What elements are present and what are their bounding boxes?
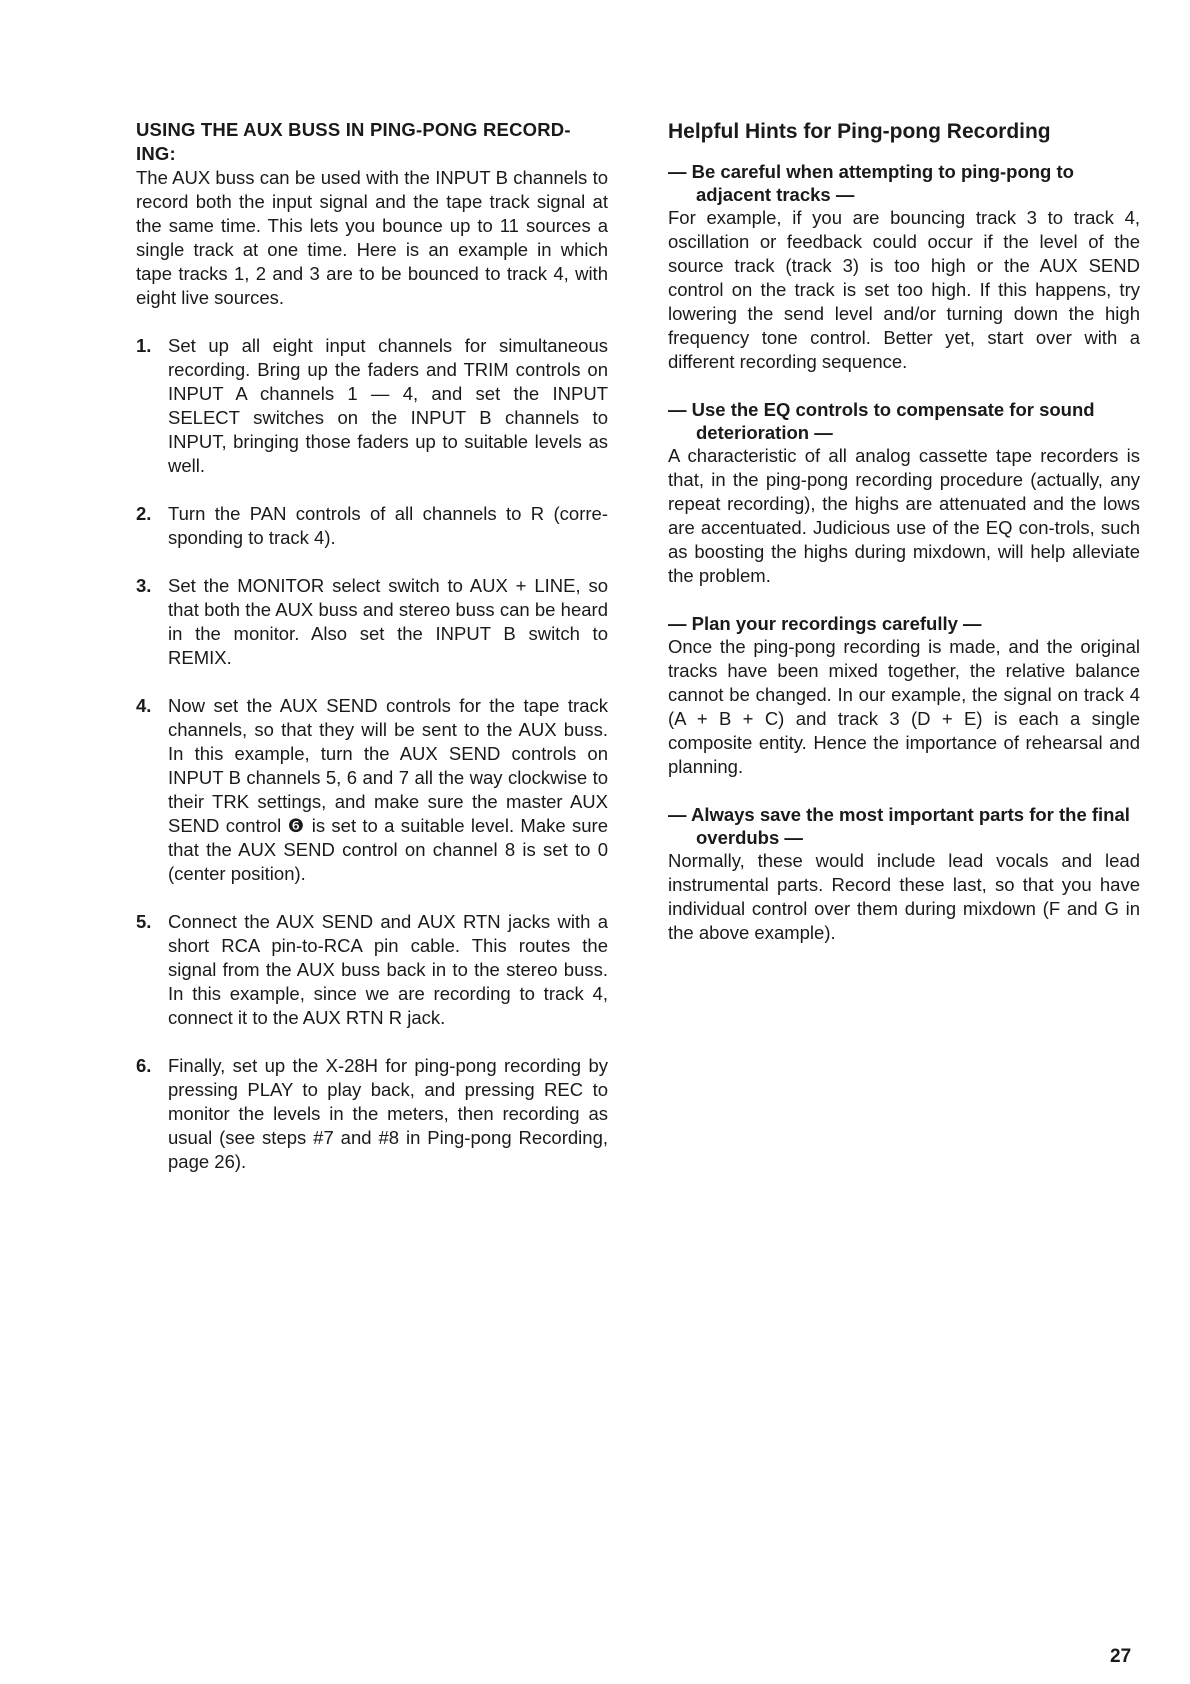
hint-heading: — Use the EQ controls to compensate for sound deterioration —: [668, 399, 1095, 443]
step-text: Finally, set up the X-28H for ping-pong recording by pressing PLAY to play back, and pressing REC to monitor the levels in the meters, then recording as usual (see steps #7 and #8 in Ping-pong Recording, page 26).: [168, 1055, 608, 1172]
step-number: 5.: [136, 911, 152, 932]
step-number: 3.: [136, 575, 152, 596]
hint-heading: — Plan your recordings carefully —: [668, 613, 982, 634]
step-number: 4.: [136, 695, 152, 716]
hint-body: For example, if you are bouncing track 3 to track 4, oscillation or feedback could occur if the level of the source track (track 3) is too high or the AUX SEND control on the track is set too high. If this happens, try lowering the send level and/or turning down the high frequency tone control. Better yet, start over with a different recording sequence.: [668, 207, 1140, 372]
step-item: [136, 334, 608, 478]
step-text: Set up all eight input channels for simultaneous recording. Bring up the faders and TRIM controls on INPUT A channels 1 — 4, and set the INPUT SELECT switches on the INPUT B channels to INPUT, bringing those faders up to suitable levels as well.: [168, 335, 608, 476]
hint-block: [668, 612, 1140, 779]
hint-heading: — Be careful when attempting to ping-pong to adjacent tracks —: [668, 161, 1074, 205]
hint-body: Once the ping-pong recording is made, and the original tracks have been mixed together, the relative balance cannot be changed. In our example, the signal on track 4 (A + B + C) and track 3 (D + E) is each a single composite entity. Hence the importance of rehearsal and planning.: [668, 636, 1140, 777]
steps-list: [136, 334, 608, 1174]
step-item: [136, 502, 608, 550]
step-text: Turn the PAN controls of all channels to R (corre-sponding to track 4).: [168, 503, 608, 548]
left-column: [136, 118, 608, 1198]
page-number: 27: [1110, 1646, 1132, 1667]
step-item: [136, 910, 608, 1030]
hint-block: [668, 398, 1140, 588]
step-text: Connect the AUX SEND and AUX RTN jacks with a short RCA pin-to-RCA pin cable. This routes the signal from the AUX buss back in to the stereo buss. In this example, since we are recording to track 4, connect it to the AUX RTN R jack.: [168, 911, 608, 1028]
step-item: [136, 1054, 608, 1174]
step-number: 2.: [136, 503, 152, 524]
hint-body: A characteristic of all analog cassette tape recorders is that, in the ping-pong recording procedure (actually, any repeat recording), the highs are attenuated and the lows are accentuated. Judicious use of the EQ con-trols, such as boosting the highs during mixdown, will help alleviate the problem.: [668, 445, 1140, 586]
hint-block: [668, 160, 1140, 374]
hint-body: Normally, these would include lead vocals and lead instrumental parts. Record these last, so that you have individual control over them during mixdown (F and G in the above example).: [668, 850, 1140, 943]
section-heading: USING THE AUX BUSS IN PING-PONG RECORD-ING:: [136, 119, 571, 164]
step-item: [136, 694, 608, 886]
step-text: Now set the AUX SEND controls for the tape track channels, so that they will be sent to the AUX buss. In this example, turn the AUX SEND controls on INPUT B channels 5, 6 and 7 all the way clockwise to their TRK settings, and make sure the master AUX SEND control ❻ is set to a suitable level. Make sure that the AUX SEND control on channel 8 is set to 0 (center position).: [168, 695, 608, 884]
step-text: Set the MONITOR select switch to AUX + LINE, so that both the AUX buss and stereo buss can be heard in the monitor. Also set the INPUT B switch to REMIX.: [168, 575, 608, 668]
hints-title: Helpful Hints for Ping-pong Recording: [668, 120, 1051, 143]
step-number: 1.: [136, 335, 152, 356]
step-number: 6.: [136, 1055, 152, 1076]
intro-paragraph: The AUX buss can be used with the INPUT B channels to record both the input signal and the tape track signal at the same time. This lets you bounce up to 11 sources a single track at one time. Here is an example in which tape tracks 1, 2 and 3 are to be bounced to track 4, with eight live sources.: [136, 167, 608, 308]
hint-block: [668, 803, 1140, 945]
hint-heading: — Always save the most important parts for the final overdubs —: [668, 804, 1130, 848]
right-column: [668, 118, 1140, 969]
step-item: [136, 574, 608, 670]
